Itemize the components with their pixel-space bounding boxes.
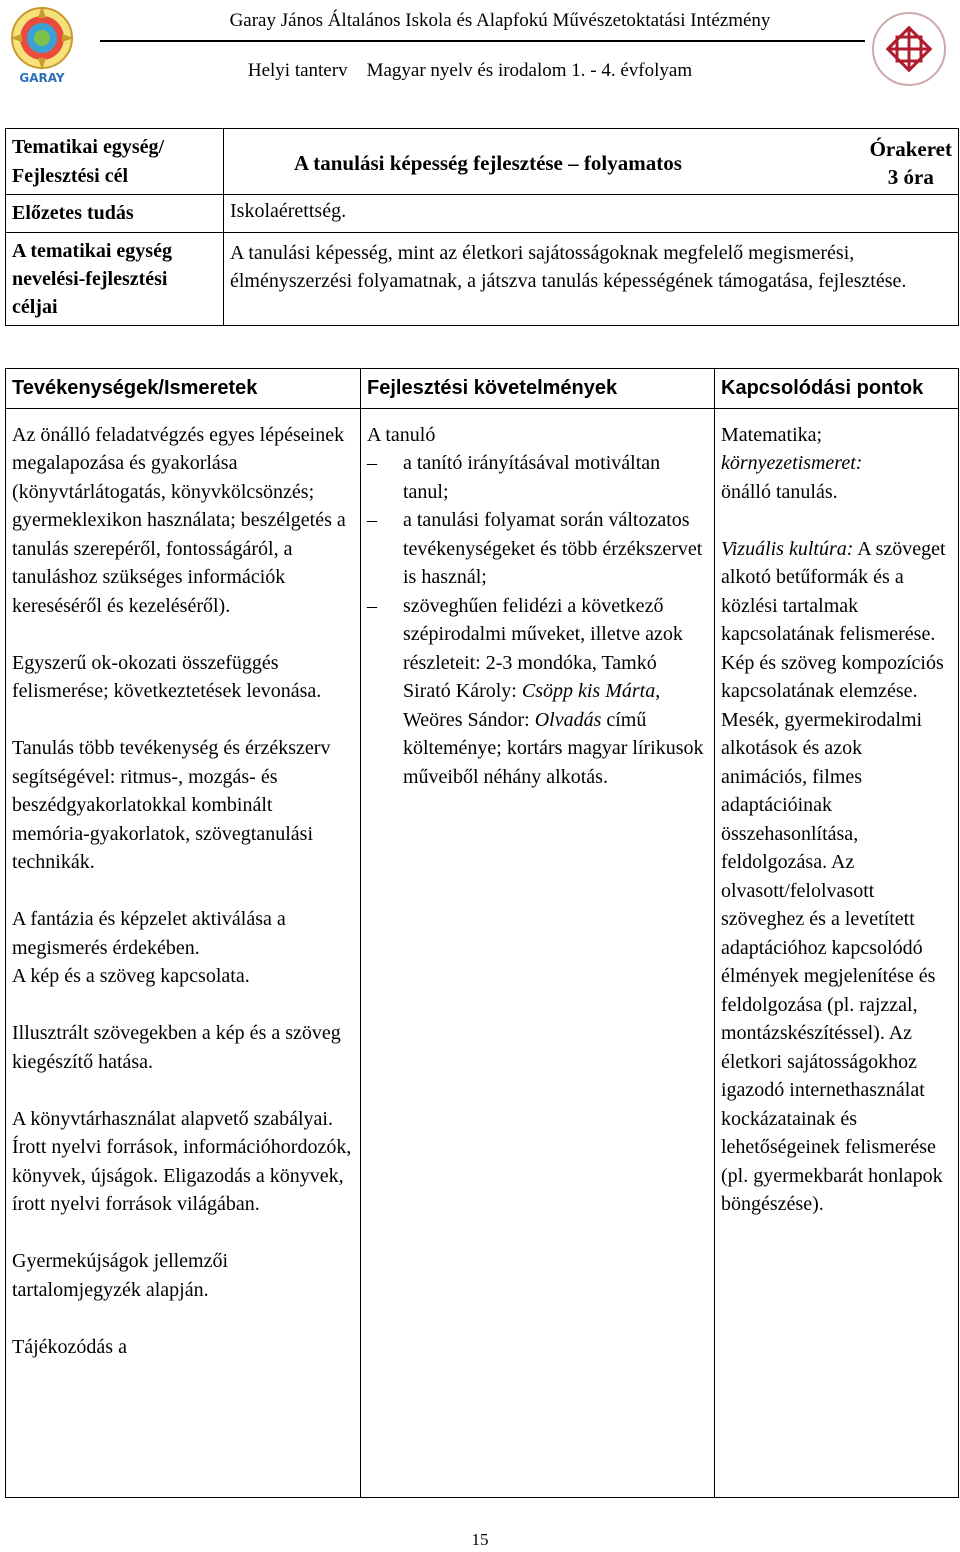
goals-text: A tanulási képesség, mint az életkori sajátosságoknak megfelelő megismerési, élményszerzési folyamatnak, a játszva tanulás képességének támogatása, fejlesztése. (224, 232, 959, 325)
activity-item: Gyermekújságok jellemzői tartalomjegyzék alapján. (12, 1250, 229, 1301)
activity-item: A fantázia és képzelet aktiválása a megismerés érdekében. (12, 908, 286, 959)
activity-item: Illusztrált szövegekben a kép és a szöveg kiegészítő hatása. (12, 1022, 341, 1073)
requirements-cell (361, 408, 715, 1497)
svg-text:GARAY: GARAY (19, 71, 65, 85)
goals-label: A tematikai egység nevelési-fejlesztési céljai (6, 232, 224, 325)
activities-cell (6, 408, 361, 1497)
connection-visual (721, 535, 952, 1219)
requirement-text: szöveghűen felidézi a következő szépirodalmi műveket, illetve azok részleteit: 2-3 mondóka, Tamkó Sirató Károly: (403, 594, 683, 702)
activity-item: A kép és a szöveg kapcsolata. (12, 965, 250, 987)
header-divider (100, 40, 865, 42)
school-name: Garay János Általános Iskola és Alapfokú Művészetoktatási Intézmény (229, 10, 771, 31)
column-header-requirements: Fejlesztési követelmények (361, 369, 715, 409)
unit-info-table (5, 128, 959, 326)
curriculum-title: Helyi tanterv Magyar nyelv és irodalom 1. - 4. évfolyam (247, 60, 693, 81)
requirement-item: – a tanító irányításával motiváltan tanul; (367, 449, 708, 506)
hours-label: Órakeret (869, 137, 952, 161)
connection-env-text: önálló tanulás. (721, 480, 838, 503)
requirement-text: című költeménye; kortárs magyar lírikusok műveiből néhány alkotás. (403, 708, 704, 788)
page-number: 15 (471, 1530, 489, 1549)
prior-knowledge-label: Előzetes tudás (6, 195, 224, 233)
column-header-activities: Tevékenységek/Ismeretek (6, 369, 361, 409)
theme-label: Tematikai egység/ Fejlesztési cél (6, 129, 224, 195)
hours-value: 3 óra (887, 165, 934, 189)
prior-knowledge: Iskolaérettség. (224, 195, 959, 233)
knot-emblem-icon (868, 10, 950, 88)
connections-cell (715, 408, 959, 1497)
connection-visual-label: Vizuális kultúra: (721, 537, 854, 560)
page-header (0, 0, 960, 100)
requirement-text: , Weöres Sándor: (403, 680, 661, 731)
school-logo-icon (6, 4, 78, 88)
connection-math: Matematika; (721, 423, 823, 446)
connection-env-label: környezetismeret: (721, 452, 863, 474)
requirement-item (367, 592, 708, 792)
activity-item: Egyszerű ok-okozati összefüggés felismerése; következtetések levonása. (12, 651, 322, 702)
requirement-item: – a tanulási folyamat során változatos tevékenységeket és több érzékszervet is használ; (367, 506, 708, 592)
activity-item: Az önálló feladatvégzés egyes lépéseinek megalapozása és gyakorlása (könyvtárlátogatás, könyvkölcsönzés; gyermeklexikon használata; beszélgetés a tanulás szerepéről, fontosságáról, a tanuláshoz szükséges információk kereséséről és kezeléséről). (12, 423, 346, 617)
hours-box (870, 135, 952, 191)
activity-item: Tájékozódás a (12, 1335, 127, 1358)
poem-title: Olvadás (534, 708, 602, 731)
activity-item: A könyvtárhasználat alapvető szabályai. Írott nyelvi források, információhordozók, könyvek, újságok. Eligazodás a könyvek, írott nyelvi források világában. (12, 1107, 352, 1215)
theme-title: A tanulási képesség fejlesztése – folyamatos (294, 151, 682, 175)
activity-item: Tanulás több tevékenység és érzékszerv segítségével: ritmus-, mozgás- és beszédgyakorlatokkal kombinált memória-gyakorlatok, szövegtanulási technikák. (12, 737, 331, 873)
poem-title: Csöpp kis Márta (521, 680, 656, 702)
column-header-connections: Kapcsolódási pontok (715, 369, 959, 409)
connection-visual-text: A szöveget alkotó betűformák és a közlési tartalmak kapcsolatának felismerése. Kép és szöveg kompozíciós kapcsolatának elemzése. Mesék, gyermekirodalmi alkotások és azok animációs, filmes adaptációinak összehasonlítása, feldolgozása. Az olvasott/felolvasott szöveghez és a levetített adaptációhoz kapcsolódó élmények megjelenítése és feldolgozása (pl. rajzzal, montázskészítéssel). Az életkori sajátosságokhoz igazodó internethasználat kockázatainak és lehetőségeinek felismerése (pl. gyermekbarát honlapok böngészése). (721, 537, 946, 1215)
requirements-intro: A tanuló (367, 423, 436, 446)
requirements-list (367, 449, 708, 791)
activities-table (5, 368, 959, 1498)
